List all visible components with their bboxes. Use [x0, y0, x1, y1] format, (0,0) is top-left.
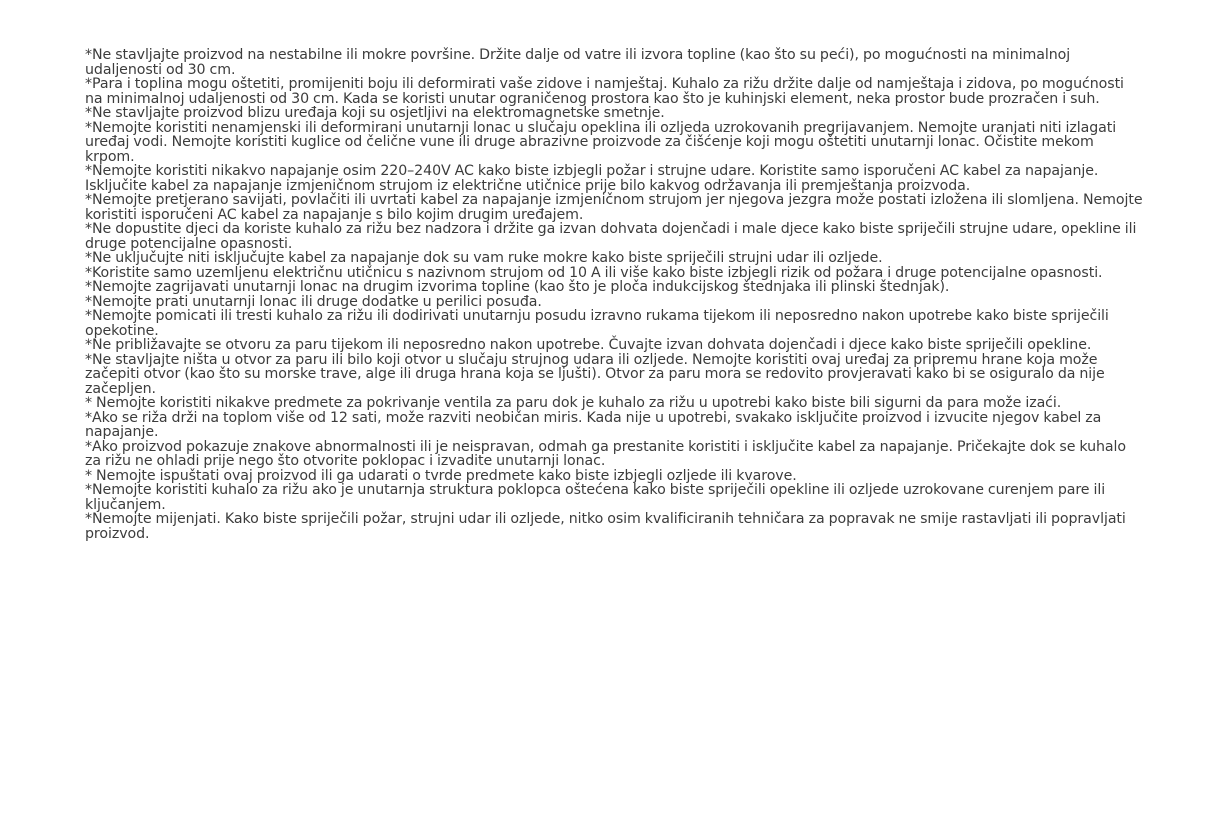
safety-item: *Nemojte pomicati ili tresti kuhalo za rižu ili dodirivati unutarnju posudu izravno rukama tijekom ili neposredno nakon upotrebe kako biste spriječili opekotine.	[85, 308, 1109, 339]
safety-item: *Ako se riža drži na toplom više od 12 sati, može razviti neobičan miris. Kada nije u upotrebi, svakako isključite proizvod i izvucite njegov kabel za napajanje.	[85, 409, 1102, 440]
safety-item: *Nemojte koristiti kuhalo za rižu ako je unutarnja struktura poklopca oštećena kako biste spriječili opekline ili ozljede uzrokovane curenjem pare ili ključanjem.	[85, 482, 1106, 513]
safety-item: *Ne stavljajte proizvod blizu uređaja koji su osjetljivi na elektromagnetske smetnje.	[85, 105, 665, 121]
safety-item: *Ne stavljajte ništa u otvor za paru ili bilo koji otvor u slučaju strujnog udara ili ozljede. Nemojte koristiti ovaj uređaj za pripremu hrane koja može začepiti otvor (kao što su morske trave, alge ili druga hrana koja se ljušti). Otvor za paru mora se redovito provjeravati kako bi se osiguralo da nije začepljen.	[85, 351, 1105, 397]
safety-item: *Ne približavajte se otvoru za paru tijekom ili neposredno nakon upotrebe. Čuvajte izvan dohvata dojenčadi i djece kako biste spriječili opekline.	[85, 337, 1092, 353]
safety-item: *Nemojte mijenjati. Kako biste spriječili požar, strujni udar ili ozljede, nitko osim kvalificiranih tehničara za popravak ne smije rastavljati ili popravljati proizvod.	[85, 511, 1126, 542]
safety-item: *Para i toplina mogu oštetiti, promijeniti boju ili deformirati vaše zidove i namještaj. Kuhalo za rižu držite dalje od namještaja i zidova, po mogućnosti na minimalnoj udaljenosti od 30 cm. Kada se koristi unutar ograničenog prostora kao što je kuhinjski element, neka prostor bude prozračen i suh.	[85, 76, 1124, 107]
safety-item: *Nemojte zagrijavati unutarnji lonac na drugim izvorima topline (kao što je ploča indukcijskog štednjaka ili plinski štednjak).	[85, 279, 950, 295]
safety-item: *Nemojte koristiti nenamjenski ili deformirani unutarnji lonac u slučaju opeklina ili ozljeda uzrokovanih pregrijavanjem. Nemojte uranjati niti izlagati uređaj vodi. Nemojte koristiti kuglice od čelične vune ili druge abrazivne proizvode za čišćenje koji mogu oštetiti unutarnji lonac. Očistite mekom krpom.	[85, 119, 1117, 165]
safety-item: *Koristite samo uzemljenu električnu utičnicu s nazivnom strujom od 10 A ili više kako biste izbjegli rizik od požara i druge potencijalne opasnosti.	[85, 264, 1103, 281]
safety-item: *Ne uključujte niti isključujte kabel za napajanje dok su vam ruke mokre kako biste spriječili strujni udar ili ozljede.	[85, 250, 883, 266]
safety-instructions	[85, 48, 1145, 541]
safety-item: *Ne stavljajte proizvod na nestabilne ili mokre površine. Držite dalje od vatre ili izvora topline (kao što su peći), po mogućnosti na minimalnoj udaljenosti od 30 cm.	[85, 47, 1071, 78]
safety-item: * Nemojte ispuštati ovaj proizvod ili ga udarati o tvrde predmete kako biste izbjegli ozljede ili kvarove.	[85, 467, 797, 484]
safety-item: *Ako proizvod pokazuje znakove abnormalnosti ili je neispravan, odmah ga prestanite koristiti i isključite kabel za napajanje. Pričekajte dok se kuhalo za rižu ne ohladi prije nego što otvorite poklopac i izvadite unutarnji lonac.	[85, 438, 1127, 469]
safety-item: *Nemojte koristiti nikakvo napajanje osim 220–240V AC kako biste izbjegli požar i strujne udare. Koristite samo isporučeni AC kabel za napajanje. Isključite kabel za napajanje izmjeničnom strujom iz električne utičnice prije bilo kakvog održavanja ili premještanja proizvoda.	[85, 163, 1099, 194]
safety-item: * Nemojte koristiti nikakve predmete za pokrivanje ventila za paru dok je kuhalo za rižu u upotrebi kako biste bili sigurni da para može izaći.	[85, 395, 1062, 411]
safety-item: *Nemojte prati unutarnji lonac ili druge dodatke u perilici posuđa.	[85, 293, 542, 310]
safety-item: *Ne dopustite djeci da koriste kuhalo za rižu bez nadzora i držite ga izvan dohvata dojenčadi i male djece kako biste spriječili strujne udare, opekline ili druge potencijalne opasnosti.	[85, 221, 1137, 252]
safety-item: *Nemojte pretjerano savijati, povlačiti ili uvrtati kabel za napajanje izmjeničnom strujom jer njegova jezgra može postati izložena ili slomljena. Nemojte koristiti isporučeni AC kabel za napajanje s bilo kojim drugim uređajem.	[85, 192, 1143, 223]
